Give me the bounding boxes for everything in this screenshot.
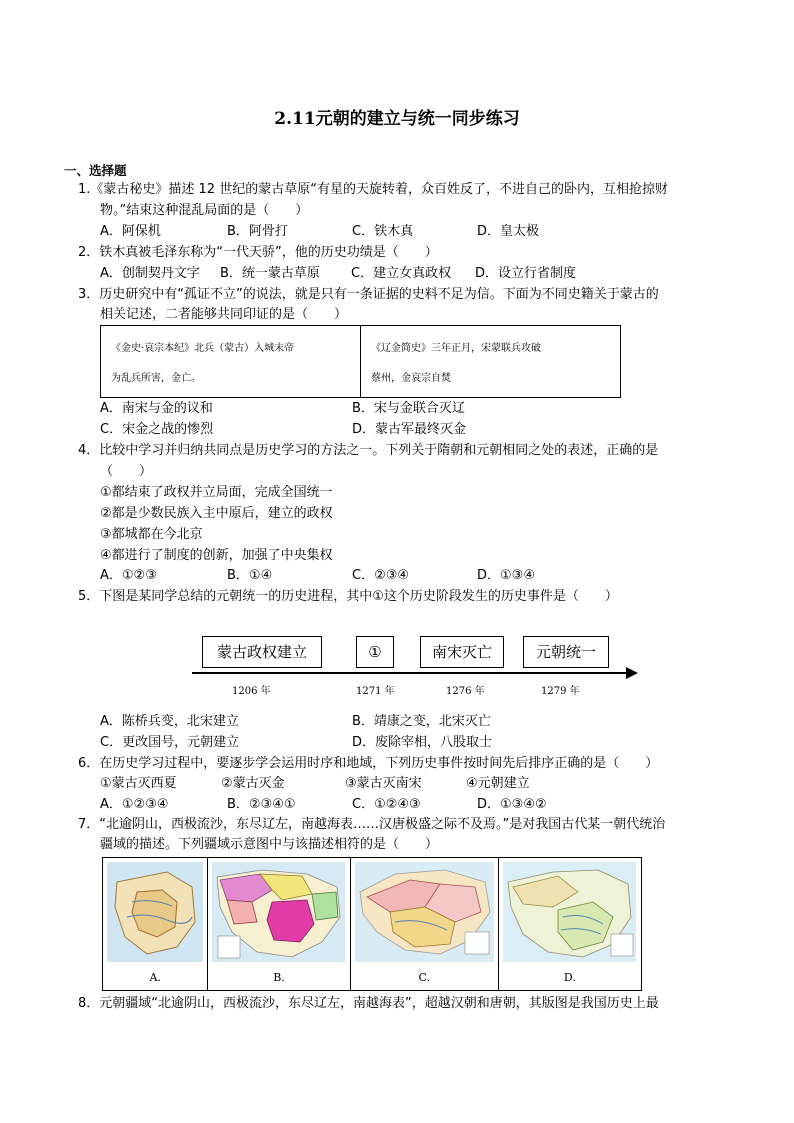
timeline-event-mongol-founded: 蒙古政权建立 [202,636,322,668]
map-b-label: B. [273,971,285,984]
q2-option-d: D．设立行省制度 [475,266,577,281]
q4-item-2: ②都是少数民族入主中原后，建立的政权 [100,506,333,521]
map-c-image [355,862,494,962]
map-a-image [107,862,203,962]
q5-option-c: C．更改国号，元朝建立 [100,735,240,750]
source-jinshi-line2: 为乱兵所害，金亡。 [111,373,201,384]
source-liaojin-line1: 《辽金简史》三年正月，宋蒙联兵攻破 [371,343,541,354]
question-3-stem-cont: 相关记述，二者能够共同印证的是（ ） [100,307,348,322]
timeline-year-1276: 1276 年 [446,686,485,697]
map-b-image [212,862,345,962]
q4-option-a: A．①②③ [100,568,157,583]
question-2-stem: 2．铁木真被毛泽东称为“一代天骄”，他的历史功绩是（ ） [78,245,438,260]
source-liaojin-line2: 蔡州，金哀宗自焚 [371,373,451,384]
timeline-event-yuan-unify: 元朝统一 [523,636,609,668]
source-jinshi-line1: 《金史·哀宗本纪》北兵（蒙古）入城末帝 [111,343,295,354]
q3-option-a: A．南宋与金的议和 [100,401,213,416]
map-option-b [208,858,350,990]
timeline-year-1279: 1279 年 [541,686,580,697]
timeline-diagram [190,630,650,705]
q2-option-b: B．统一蒙古草原 [220,266,320,281]
q4-option-b: B．①④ [227,568,273,583]
question-1-stem-cont: 物。”结束这种混乱局面的是（ ） [100,203,309,218]
q3-option-d: D．蒙古军最终灭金 [352,422,467,437]
timeline-year-1206: 1206 年 [232,686,271,697]
q4-option-c: C．②③④ [352,568,410,583]
source-liaojin [360,326,620,397]
q6-option-b: B．②③④① [227,797,296,812]
map-a-label: A. [149,971,161,984]
q3-option-c: C．宋金之战的惨烈 [100,422,214,437]
q5-option-a: A．陈桥兵变，北宋建立 [100,714,239,729]
section-heading: 一、选择题 [64,163,127,178]
source-table [100,325,621,398]
question-6-stem: 6．在历史学习过程中，要逐步学会运用时序和地域，下列历史事件按时间先后排序正确的是（ ） [78,756,659,771]
timeline-event-song-fall: 南宋灭亡 [420,636,504,668]
q6-option-c: C．①②④③ [352,797,421,812]
q5-option-d: D．废除宰相，八股取士 [352,735,493,750]
page-title: 2.11元朝的建立与统一同步练习 [274,109,520,129]
q6-item-3: ③蒙古灭南宋 [345,776,422,791]
q6-item-2: ②蒙古灭金 [221,776,285,791]
map-option-c [351,858,499,990]
q4-option-d: D．①③④ [477,568,535,583]
map-d-label: D. [563,971,576,984]
q5-option-b: B．靖康之变，北宋灭亡 [352,714,491,729]
map-option-d [499,858,641,990]
question-1-stem: 1.《蒙古秘史》描述 12 世纪的蒙古草原“有星的天旋转着，众百姓反了，不进自己的卧内，互相抢掠财 [78,182,668,197]
q6-item-4: ④元朝建立 [466,776,530,791]
q6-option-d: D．①③④② [477,797,547,812]
q2-option-c: C．建立女真政权 [351,266,452,281]
q4-item-1: ①都结束了政权并立局面，完成全国统一 [100,485,333,500]
q6-option-a: A．①②③④ [100,797,169,812]
q4-item-3: ③都城都在今北京 [100,527,203,542]
question-3-stem: 3．历史研究中有“孤证不立”的说法，就是只有一条证据的史料不足为信。下面为不同史籍关于蒙古的 [78,287,659,302]
q1-option-a: A．阿保机 [100,224,161,239]
q1-option-d: D．皇太极 [477,224,540,239]
map-options-table [102,857,642,991]
map-c-label: C. [418,971,430,984]
q3-option-b: B．宋与金联合灭辽 [352,401,465,416]
q6-item-1: ①蒙古灭西夏 [100,776,177,791]
q2-option-a: A．创制契丹文字 [100,266,200,281]
question-7-stem-cont: 疆域的描述。下列疆域示意图中与该描述相符的是（ ） [100,837,439,852]
timeline-event-blank: ① [356,636,394,668]
question-4-stem: 4．比较中学习并归纳共同点是历史学习的方法之一。下列关于隋朝和元朝相同之处的表述，正确的是 [78,443,659,458]
source-jinshi [101,326,360,397]
q1-option-c: C．铁木真 [352,224,414,239]
question-4-stem-cont: （ ） [100,464,153,479]
map-option-a [103,858,208,990]
q4-item-4: ④都进行了制度的创新，加强了中央集权 [100,548,333,563]
map-d-image [503,862,636,962]
timeline-year-1271: 1271 年 [356,686,395,697]
question-8-stem: 8．元朝疆域“北逾阴山，西极流沙，东尽辽左，南越海表”，超越汉朝和唐朝，其版图是我国历史上最 [78,996,659,1011]
question-7-stem: 7．“北逾阴山，西极流沙，东尽辽左，南越海表……汉唐极盛之际不及焉。”是对我国古代某一朝代统治 [78,817,666,832]
question-5-stem: 5．下图是某同学总结的元朝统一的历史进程，其中①这个历史阶段发生的历史事件是（ ） [78,589,618,604]
q1-option-b: B．阿骨打 [227,224,288,239]
